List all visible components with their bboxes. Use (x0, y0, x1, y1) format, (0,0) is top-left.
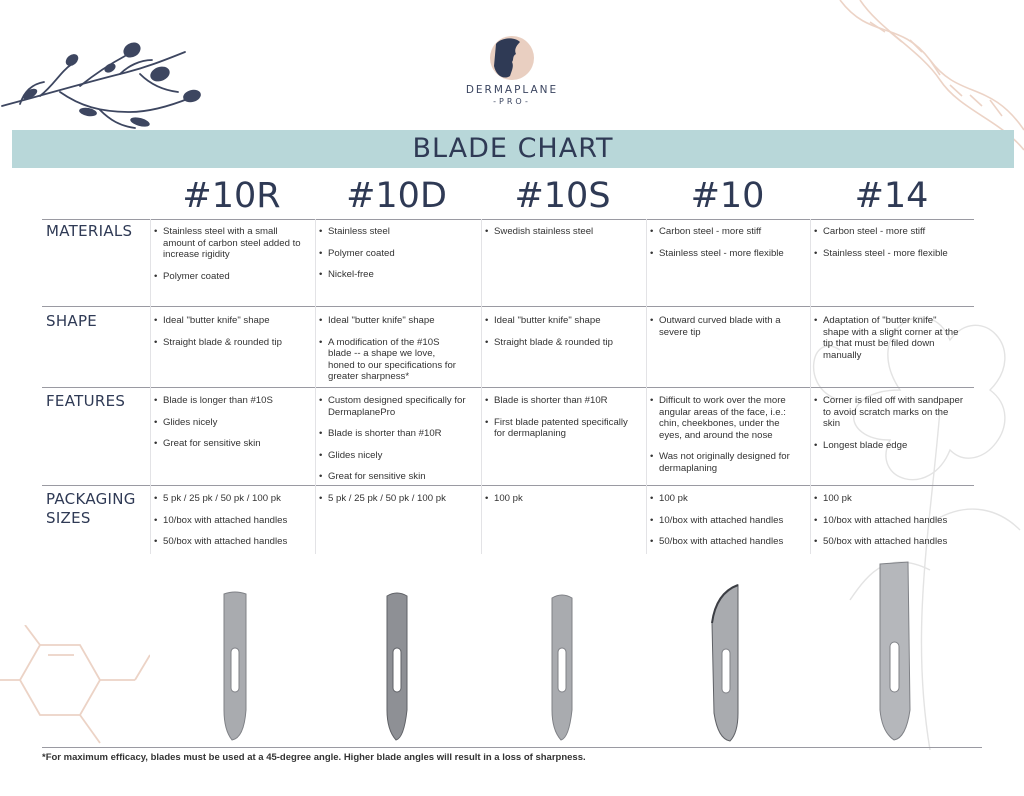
cell-features-10s (485, 395, 637, 450)
blade-header-10: #10 (690, 176, 765, 216)
column-divider (315, 219, 316, 554)
cell-materials-10d (319, 226, 471, 291)
blade-10-image (708, 583, 742, 743)
cell-materials-10r (154, 226, 302, 292)
row-divider (42, 306, 974, 307)
list-item: • 100 pk (814, 493, 974, 505)
molecule-decoration (0, 625, 150, 745)
list-item: • Blade is shorter than #10R (319, 428, 471, 440)
list-item: • Stainless steel - more flexible (650, 248, 802, 260)
list-item: • First blade patented specifically for dermaplaning (485, 417, 637, 440)
column-divider (150, 219, 151, 554)
list-item: • 50/box with attached handles (814, 536, 974, 548)
list-item: • Ideal "butter knife" shape (319, 315, 461, 327)
list-item: • Corner is filed off with sandpaper to avoid scratch marks on the skin (814, 395, 964, 430)
list-item: • Blade is shorter than #10R (485, 395, 637, 407)
list-item: • Carbon steel - more stiff (650, 226, 802, 238)
list-item: • Glides nicely (319, 450, 471, 462)
list-item: • 5 pk / 25 pk / 50 pk / 100 pk (154, 493, 314, 505)
brand-subtitle: -PRO- (493, 97, 531, 106)
list-item: • Carbon steel - more stiff (814, 226, 974, 238)
list-item: • Straight blade & rounded tip (485, 337, 637, 349)
cell-shape-10d (319, 315, 461, 393)
row-label-shape: SHAPE (46, 312, 98, 330)
cell-features-14 (814, 395, 964, 461)
list-item: • Difficult to work over the more angular areas of the face, i.e.: chin, cheekbones, under the eyes, and around the nose (650, 395, 800, 441)
blade-10r-image (220, 590, 250, 742)
cell-packaging-10r (154, 493, 314, 558)
cell-shape-10 (650, 315, 795, 348)
list-item: • 100 pk (650, 493, 810, 505)
page-title: BLADE CHART (412, 133, 614, 164)
row-divider (42, 387, 974, 388)
row-divider (42, 219, 974, 220)
title-band (12, 130, 1014, 168)
row-divider (42, 485, 974, 486)
list-item: • 5 pk / 25 pk / 50 pk / 100 pk (319, 493, 479, 505)
floral-sprig-decoration (0, 34, 215, 129)
list-item: • Stainless steel with a small amount of carbon steel added to increase rigidity (154, 226, 302, 261)
list-item: • Adaptation of "butter knife" shape with a slight corner at the tip that must be filed down manually (814, 315, 964, 361)
column-divider (810, 219, 811, 554)
list-item: • Swedish stainless steel (485, 226, 637, 238)
list-item: • Great for sensitive skin (319, 471, 471, 483)
cell-packaging-14 (814, 493, 974, 558)
list-item: • Longest blade edge (814, 440, 964, 452)
cell-materials-10 (650, 226, 802, 269)
blade-header-14: #14 (854, 176, 929, 216)
list-item: • 10/box with attached handles (650, 515, 810, 527)
list-item: • Great for sensitive skin (154, 438, 306, 450)
cell-packaging-10d (319, 493, 479, 515)
list-item: • Ideal "butter knife" shape (154, 315, 306, 327)
list-item: • 100 pk (485, 493, 637, 505)
brand-logo (462, 36, 562, 106)
list-item: • 10/box with attached handles (154, 515, 314, 527)
blade-header-10r: #10R (182, 176, 281, 216)
list-item: • A modification of the #10S blade -- a shape we love, honed to our specifications for greater sharpness* (319, 337, 461, 383)
list-item: • 10/box with attached handles (814, 515, 974, 527)
row-label-materials: MATERIALS (46, 222, 133, 240)
list-item: • Straight blade & rounded tip (154, 337, 306, 349)
cell-features-10d (319, 395, 471, 493)
list-item: • Custom designed specifically for DermaplanePro (319, 395, 471, 418)
cell-packaging-10s (485, 493, 637, 515)
blade-14-image (876, 560, 914, 742)
list-item: • 50/box with attached handles (154, 536, 314, 548)
list-item: • Glides nicely (154, 417, 306, 429)
footnote: *For maximum efficacy, blades must be used at a 45-degree angle. Higher blade angles will result in a loss of sharpness. (42, 752, 586, 763)
cell-features-10 (650, 395, 800, 485)
list-item: • 50/box with attached handles (650, 536, 810, 548)
list-item: • Stainless steel (319, 226, 471, 238)
list-item: • Blade is longer than #10S (154, 395, 306, 407)
list-item: • Nickel-free (319, 269, 471, 281)
blade-header-10s: #10S (514, 176, 611, 216)
cell-shape-10s (485, 315, 637, 358)
list-item: • Ideal "butter knife" shape (485, 315, 637, 327)
face-profile-icon (490, 36, 534, 80)
cell-shape-10r (154, 315, 306, 358)
cell-shape-14 (814, 315, 964, 371)
column-divider (481, 219, 482, 554)
blade-10d-image (384, 590, 410, 742)
cell-materials-10s (485, 226, 637, 248)
list-item: • Polymer coated (154, 271, 302, 283)
footer-divider (42, 747, 982, 748)
brand-name: DERMAPLANE (465, 84, 559, 96)
cell-packaging-10 (650, 493, 810, 558)
list-item: • Was not originally designed for dermaplaning (650, 451, 800, 474)
cell-materials-14 (814, 226, 974, 269)
blade-header-10d: #10D (346, 176, 447, 216)
list-item: • Stainless steel - more flexible (814, 248, 974, 260)
row-label-features: FEATURES (46, 392, 126, 410)
cell-features-10r (154, 395, 306, 460)
row-label-packaging-sizes: PACKAGING SIZES (46, 490, 136, 527)
list-item: • Polymer coated (319, 248, 471, 260)
blade-10s-image (549, 592, 575, 742)
column-divider (646, 219, 647, 554)
list-item: • Outward curved blade with a severe tip (650, 315, 795, 338)
